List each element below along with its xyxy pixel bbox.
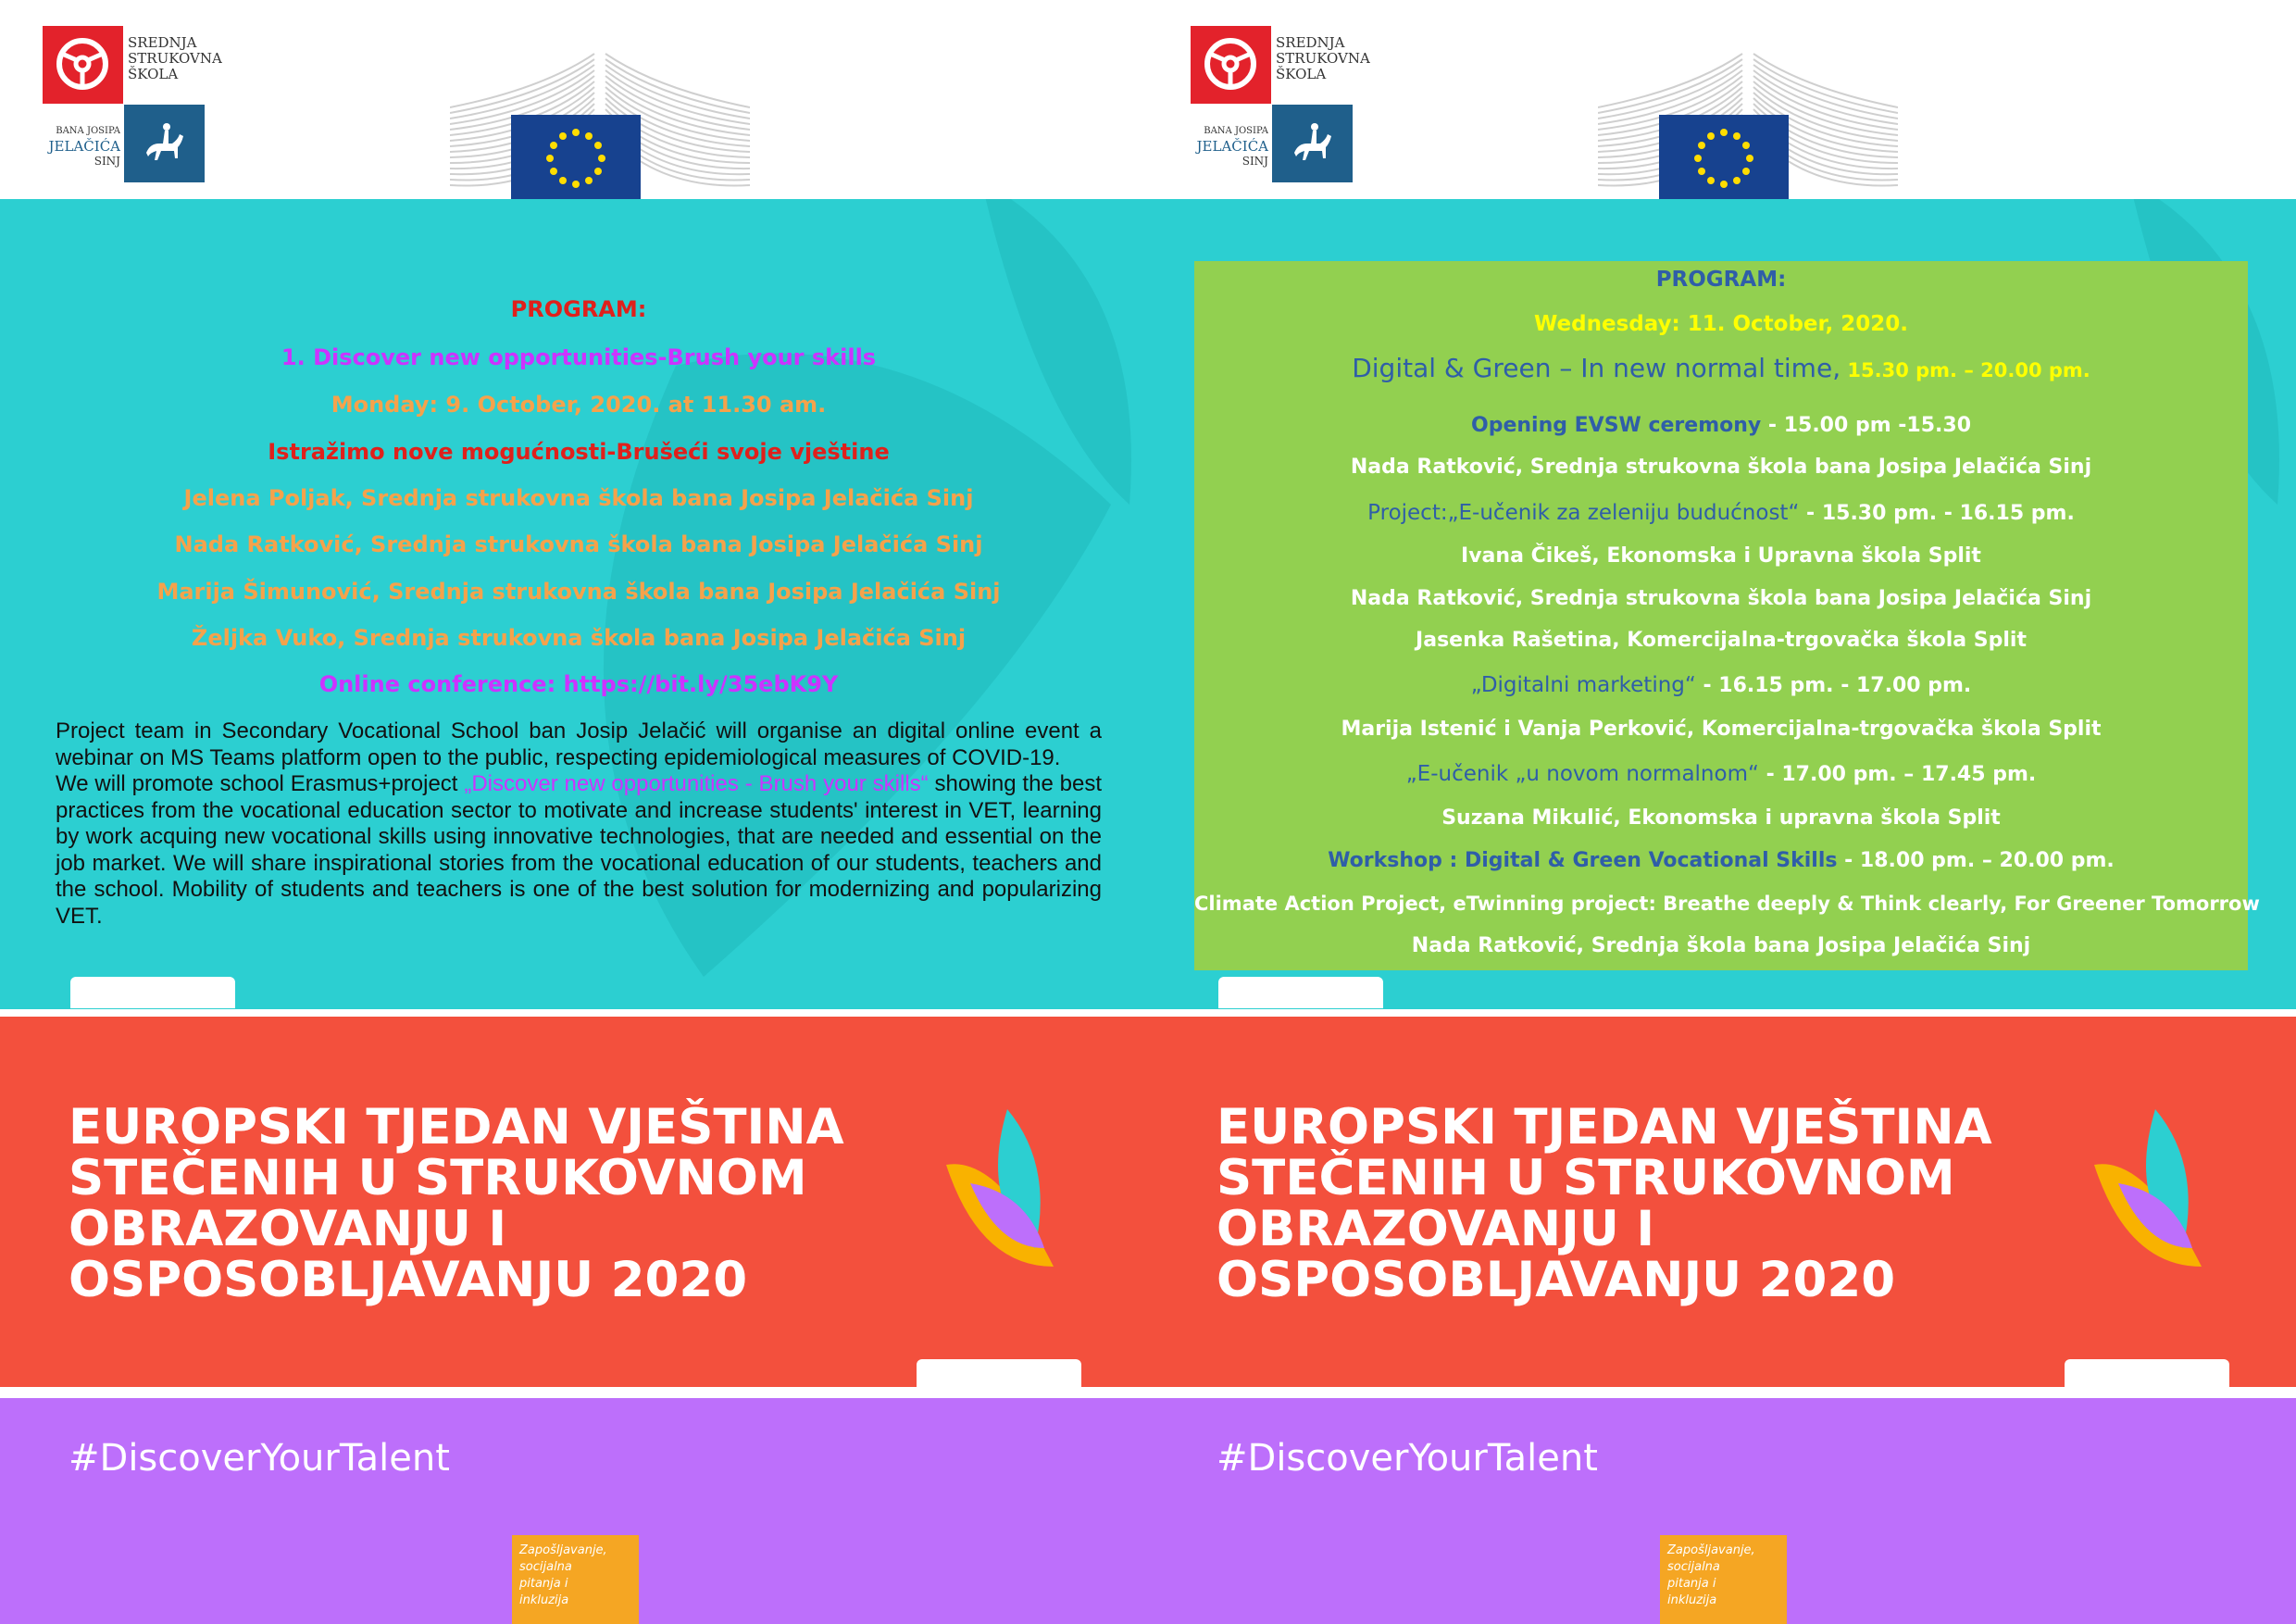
agenda-row: Marija Istenić i Vanja Perković, Komercijalna-trgovačka škola Split <box>1341 718 2102 741</box>
agenda-row: Project:„E-učenik za zeleniju budućnost“ - 15.30 pm. - 16.15 pm. <box>1367 501 2075 525</box>
agenda-row: Nada Ratković, Srednja strukovna škola bana Josipa Jelačića Sinj <box>1350 587 2092 610</box>
agenda-row: Suzana Mikulić, Ekonomska i upravna škola Split <box>1441 806 2001 830</box>
agenda-row: Opening EVSW ceremony - 15.00 pm -15.30 <box>1471 414 1971 437</box>
agenda-row: Jasenka Rašetina, Komercijalna-trgovačka škola Split <box>1416 629 2027 652</box>
school-name-bottom: BANA JOSIPA JELAČIĆA SINJ <box>1196 126 1268 168</box>
project-name-highlight: „Discover new opportunities - Brush your skills“ <box>464 771 929 796</box>
eu-flag <box>1659 115 1789 202</box>
employment-label: Zapošljavanje, socijalna pitanja i inkluzija <box>1660 1535 1787 1624</box>
agenda-row: Nada Ratković, Srednja strukovna škola bana Josipa Jelačića Sinj <box>1350 456 2092 479</box>
hashtag-band <box>0 1398 1148 1624</box>
description-text <box>56 718 1102 930</box>
school-name-top: SREDNJA STRUKOVNA ŠKOLA <box>1276 34 1370 82</box>
vet-skills-flower-icon <box>2090 1109 2211 1276</box>
program-title: PROGRAM: <box>510 296 647 322</box>
horse-rider-icon <box>1285 116 1341 171</box>
agenda-row: Ivana Čikeš, Ekonomska i Upravna škola Split <box>1461 544 1981 568</box>
steering-wheel-icon <box>54 35 111 93</box>
online-conference-link[interactable]: Online conference: https://bit.ly/35ebK9Y <box>318 671 839 697</box>
eu-stars-icon <box>511 115 641 202</box>
agenda-row: Nada Ratković, Srednja škola bana Josipa Jelačića Sinj <box>1411 934 2031 957</box>
agenda-row: „Digitalni marketing“ - 16.15 pm. - 17.00 pm. <box>1470 673 1972 697</box>
school-logo <box>1191 26 1370 187</box>
hashtag-text: #DiscoverYourTalent <box>1217 1437 1598 1480</box>
school-logo <box>43 26 222 187</box>
eu-stars-icon <box>1659 115 1789 202</box>
speaker-2: Nada Ratković, Srednja strukovna škola bana Josipa Jelačića Sinj <box>174 531 983 557</box>
eu-flag <box>511 115 641 202</box>
agenda-row: „E-učenik „u novom normalnom“ - 17.00 pm. – 17.45 pm. <box>1405 762 2037 786</box>
paragraph-2: We will promote school Erasmus+project „Discover new opportunities - Brush your skills“ showing the best practices from the vocational education sector to motivate and increase students' interest in VET, learning by work acquing new vocational skills using innovative technologies, that are needed and essential on the job market. We will share inspirational stories from the vocational education of our students, teachers and the school. Mobility of students and teachers is one of the best solution for modernizing and popularizing VET. <box>56 771 1103 929</box>
program-date: Monday: 9. October, 2020. at 11.30 am. <box>331 392 827 418</box>
school-name-bottom: BANA JOSIPA JELAČIĆA SINJ <box>48 126 120 168</box>
program-title: PROGRAM: <box>1655 268 1787 292</box>
speaker-4: Željka Vuko, Srednja strukovna škola bana Josipa Jelačića Sinj <box>191 625 967 651</box>
program-subtitle: Istražimo nove mogućnosti-Brušeći svoje vještine <box>268 439 890 465</box>
hashtag-band <box>1148 1398 2296 1624</box>
speaker-1: Jelena Poljak, Srednja strukovna škola bana Josipa Jelačića Sinj <box>183 485 974 511</box>
title-banner <box>0 1017 1148 1387</box>
hashtag-text: #DiscoverYourTalent <box>69 1437 450 1480</box>
paragraph-1: Project team in Secondary Vocational School ban Josip Jelačić will organise an digital online event a webinar on MS Teams platform open to the public, respecting epidemiological measures of COVID-19. <box>56 718 1102 770</box>
program-box <box>1194 261 2260 970</box>
program-theme: Digital & Green – In new normal time, 15.30 pm. – 20.00 pm. <box>1352 353 2090 383</box>
program-date: Wednesday: 11. October, 2020. <box>1533 312 1908 336</box>
agenda-row: Workshop : Digital & Green Vocational Skills - 18.00 pm. – 20.00 pm. <box>1328 849 2115 872</box>
vet-skills-flower-icon <box>942 1109 1063 1276</box>
banner-title: EUROPSKI TJEDAN VJEŠTINA STEČENIH U STRUKOVNOM OBRAZOVANJU I OSPOSOBLJAVANJU 2020 <box>69 1099 844 1308</box>
employment-label: Zapošljavanje, socijalna pitanja i inkluzija <box>512 1535 639 1624</box>
banner-title: EUROPSKI TJEDAN VJEŠTINA STEČENIH U STRUKOVNOM OBRAZOVANJU I OSPOSOBLJAVANJU 2020 <box>1217 1099 1992 1308</box>
title-banner <box>1148 1017 2296 1387</box>
steering-wheel-icon <box>1202 35 1259 93</box>
program-item-title: 1. Discover new opportunities-Brush your skills <box>281 344 877 370</box>
agenda-row: Climate Action Project, eTwinning project: Breathe deeply & Think clearly, For Greener Tomorrow <box>1194 893 2260 915</box>
horse-rider-icon <box>137 116 193 171</box>
speaker-3: Marija Šimunović, Srednja strukovna škola bana Josipa Jelačića Sinj <box>156 579 1001 605</box>
school-name-top: SREDNJA STRUKOVNA ŠKOLA <box>128 34 222 82</box>
